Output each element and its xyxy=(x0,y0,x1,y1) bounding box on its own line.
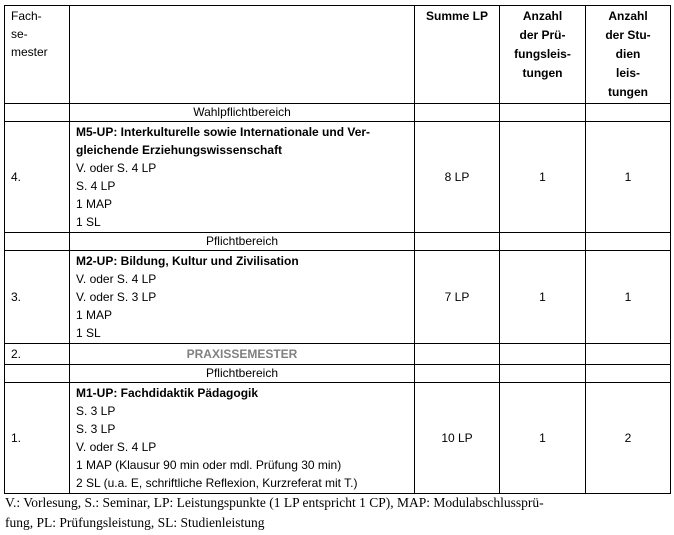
header-studienleistungen: Anzahl der Stu- dien leis- tungen xyxy=(586,6,671,104)
lp-cell: 8 LP xyxy=(415,122,500,233)
section-row-pflicht-1 xyxy=(5,233,671,251)
semester-cell: 4. xyxy=(5,122,70,233)
table-header-row xyxy=(5,6,671,104)
section-row-praxis xyxy=(5,344,671,365)
section-row-pflicht-2 xyxy=(5,365,671,383)
module-row-m2 xyxy=(5,251,671,344)
sl-cell: 1 xyxy=(586,251,671,344)
pl-cell: 1 xyxy=(500,251,586,344)
header-module xyxy=(70,6,415,104)
section-row-wahlpflicht xyxy=(5,104,671,122)
section-label-pflicht: Pflichtbereich xyxy=(70,233,415,251)
lp-cell: 10 LP xyxy=(415,383,500,494)
header-pruefungsleistungen: Anzahl der Prü- fungsleis- tungen xyxy=(500,6,586,104)
header-summe-lp: Summe LP xyxy=(415,6,500,104)
pl-cell: 1 xyxy=(500,122,586,233)
semester-cell: 3. xyxy=(5,251,70,344)
header-semester: Fach- se- mester xyxy=(5,6,70,104)
module-title: M2-UP: Bildung, Kultur und Zivilisation xyxy=(76,254,299,268)
study-plan-table xyxy=(4,5,671,494)
pl-cell: 1 xyxy=(500,383,586,494)
module-row-m1 xyxy=(5,383,671,494)
section-label-wahlpflicht: Wahlpflichtbereich xyxy=(70,104,415,122)
semester-cell: 1. xyxy=(5,383,70,494)
sl-cell: 1 xyxy=(586,122,671,233)
module-title: M1-UP: Fachdidaktik Pädagogik xyxy=(76,386,259,400)
section-label-pflicht: Pflichtbereich xyxy=(70,365,415,383)
module-cell: M1-UP: Fachdidaktik Pädagogik S. 3 LP S. 3 LP V. oder S. 4 LP 1 MAP (Klausur 90 min oder mdl. Prüfung 30 min) 2 SL (u.a. E, schriftliche Reflexion, Kurzreferat mit T.) xyxy=(70,383,415,494)
abbreviation-footnote: V.: Vorlesung, S.: Seminar, LP: Leistungspunkte (1 LP entspricht 1 CP), MAP: Modulabschlussprü- fung, PL: Prüfungsleistung, SL: Studienleistung xyxy=(5,495,544,530)
study-plan-document xyxy=(4,5,671,494)
module-row-m5 xyxy=(5,122,671,233)
sl-cell: 2 xyxy=(586,383,671,494)
semester-cell: 2. xyxy=(5,344,70,365)
module-cell: M2-UP: Bildung, Kultur und Zivilisation V. oder S. 4 LP V. oder S. 3 LP 1 MAP 1 SL xyxy=(70,251,415,344)
module-cell: M5-UP: Interkulturelle sowie Internationale und Ver- gleichende Erziehungswissenschaft V. oder S. 4 LP S. 4 LP 1 MAP 1 SL xyxy=(70,122,415,233)
section-label-praxissemester: PRAXISSEMESTER xyxy=(70,344,415,365)
lp-cell: 7 LP xyxy=(415,251,500,344)
module-title: M5-UP: Interkulturelle sowie Internationale und Ver- gleichende Erziehungswissenschaft xyxy=(76,125,371,157)
